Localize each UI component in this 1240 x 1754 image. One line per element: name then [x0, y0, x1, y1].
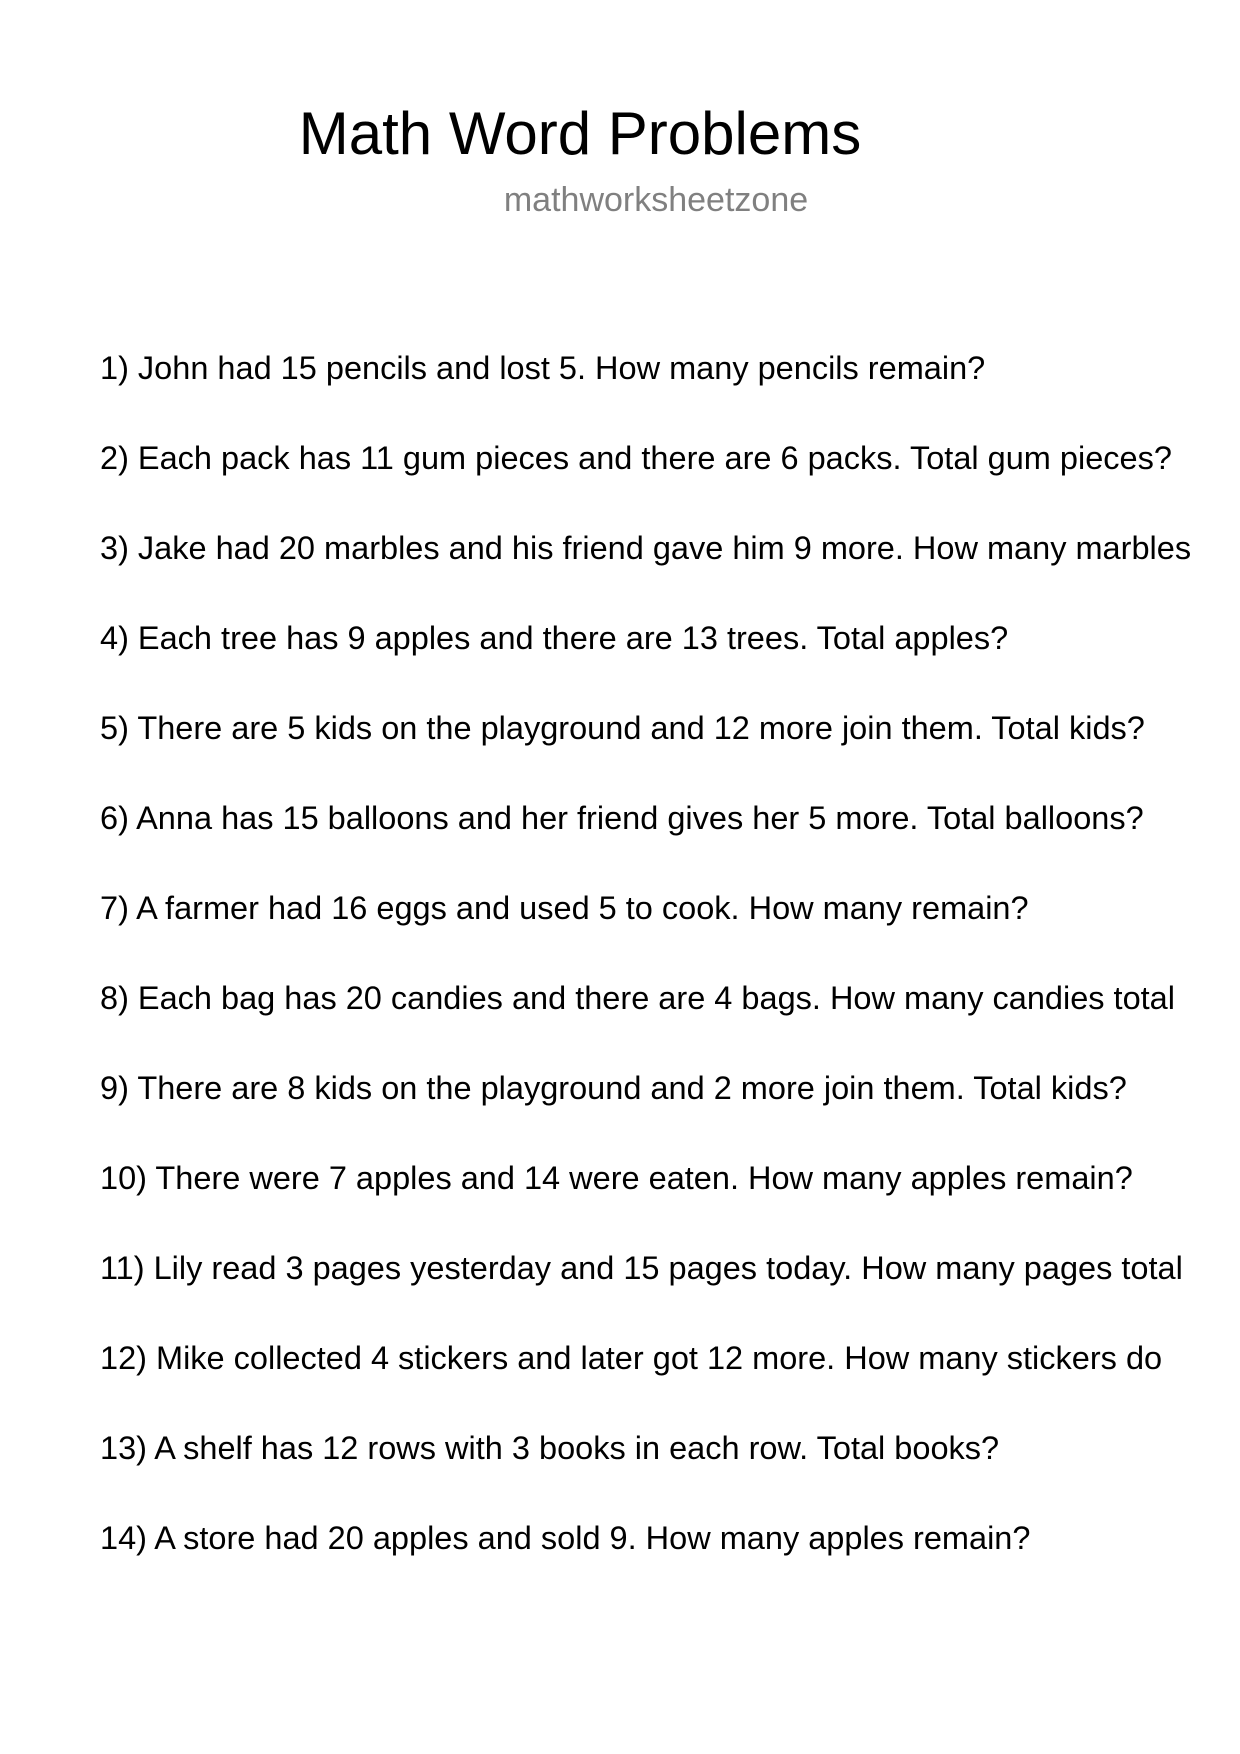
- problem-1: 1) John had 15 pencils and lost 5. How many pencils remain?: [100, 350, 986, 386]
- problem-5: 5) There are 5 kids on the playground and 12 more join them. Total kids?: [100, 710, 1145, 746]
- problem-13: 13) A shelf has 12 rows with 3 books in each row. Total books?: [100, 1430, 1000, 1466]
- problem-6: 6) Anna has 15 balloons and her friend gives her 5 more. Total balloons?: [100, 800, 1144, 836]
- problem-12: 12) Mike collected 4 stickers and later got 12 more. How many stickers do: [100, 1340, 1163, 1376]
- problem-4: 4) Each tree has 9 apples and there are 13 trees. Total apples?: [100, 620, 1009, 656]
- problem-11: 11) Lily read 3 pages yesterday and 15 pages today. How many pages total: [100, 1250, 1183, 1286]
- problem-2: 2) Each pack has 11 gum pieces and there are 6 packs. Total gum pieces?: [100, 440, 1172, 476]
- problem-9: 9) There are 8 kids on the playground and 2 more join them. Total kids?: [100, 1070, 1127, 1106]
- problem-3: 3) Jake had 20 marbles and his friend gave him 9 more. How many marbles: [100, 530, 1192, 566]
- problem-7: 7) A farmer had 16 eggs and used 5 to cook. How many remain?: [100, 890, 1029, 926]
- site-name: mathworksheetzone: [503, 181, 809, 219]
- problem-10: 10) There were 7 apples and 14 were eaten. How many apples remain?: [100, 1160, 1133, 1196]
- page-title: Math Word Problems: [298, 100, 862, 167]
- problem-8: 8) Each bag has 20 candies and there are 4 bags. How many candies total: [100, 980, 1175, 1016]
- problem-list: [100, 348, 1240, 1608]
- problem-14: 14) A store had 20 apples and sold 9. How many apples remain?: [100, 1520, 1031, 1556]
